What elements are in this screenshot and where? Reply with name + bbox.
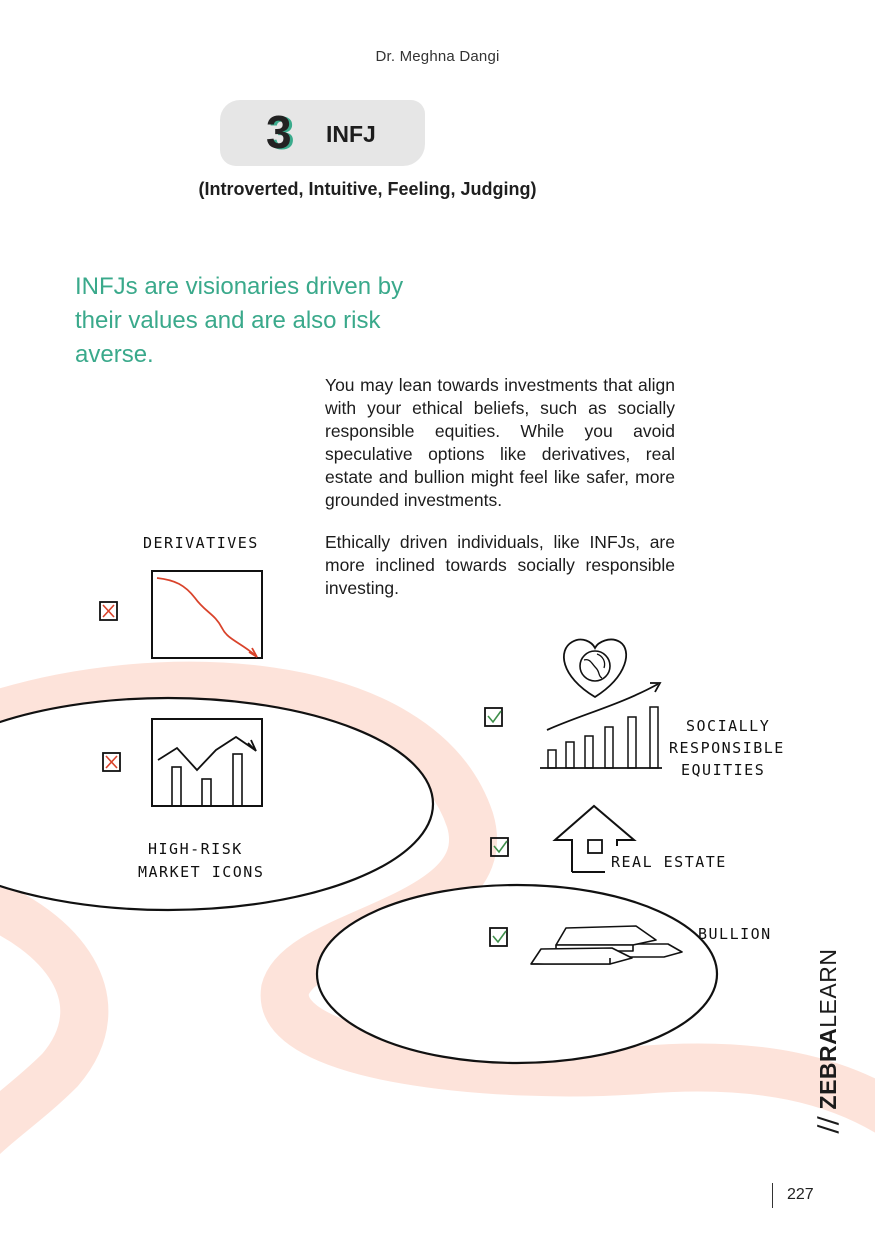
section-badge <box>220 100 425 166</box>
section-title: INFJ <box>326 121 376 147</box>
cross-box-icon <box>100 602 117 620</box>
sri-label-line1: SOCIALLY <box>686 717 771 735</box>
body-paragraph: Ethically driven individuals, like INFJs, are more inclined towards socially responsible investing. <box>325 532 675 598</box>
check-box-icon <box>485 708 502 726</box>
zebra-stripes-icon: ⧸⧸ <box>815 1116 841 1133</box>
sri-label-line2: RESPONSIBLE <box>669 739 785 757</box>
derivatives-label: DERIVATIVES <box>143 534 259 552</box>
brand-logo <box>815 948 841 1135</box>
growth-bar-chart-icon <box>540 683 662 768</box>
sri-label-line3: EQUITIES <box>681 761 766 779</box>
derivatives-chart-icon <box>152 571 262 658</box>
brand-light: LEARN <box>815 948 841 1028</box>
body-paragraph: You may lean towards investments that align with your ethical beliefs, such as socially responsible equities. While you avoid speculative options like derivatives, real estate and bullion might feel like safer, more grounded investments. <box>325 375 675 510</box>
author-name: Dr. Meghna Dangi <box>375 48 500 65</box>
real-estate-label: REAL ESTATE <box>611 853 727 871</box>
high-risk-label-line2: MARKET ICONS <box>138 863 265 881</box>
section-number: 3 <box>266 106 292 158</box>
page-number-divider <box>772 1183 773 1208</box>
bullion-label: BULLION <box>698 925 772 943</box>
outline-ellipse-right <box>317 885 717 1063</box>
heart-globe-icon <box>564 640 626 697</box>
section-subtitle: (Introverted, Intuitive, Feeling, Judging) <box>198 179 537 199</box>
headline: INFJs are visionaries driven by their values and are also risk averse. <box>75 273 404 368</box>
page-number: 227 <box>787 1186 814 1203</box>
high-risk-label-line1: HIGH-RISK <box>148 840 243 858</box>
brand-bold: ZEBRA <box>815 1027 841 1110</box>
